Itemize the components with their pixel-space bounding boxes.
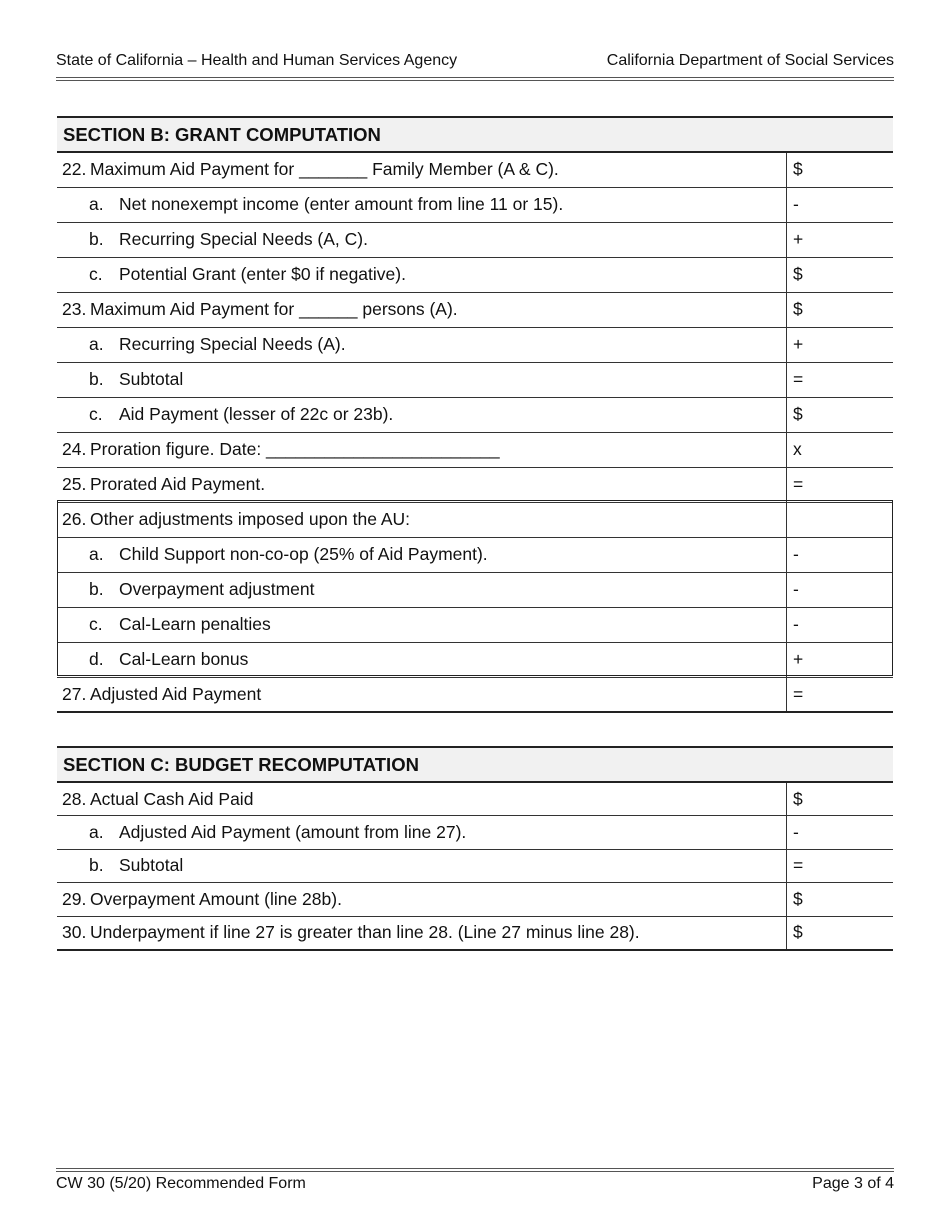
line-text: Potential Grant (enter $0 if negative).: [119, 264, 406, 284]
line-text: Adjusted Aid Payment: [90, 683, 262, 704]
amount-entry-cell[interactable]: [787, 642, 894, 677]
operator-symbol: $: [793, 264, 803, 284]
amount-entry-cell[interactable]: [787, 362, 894, 397]
line-description: [57, 152, 787, 187]
line-number: 26.: [62, 509, 87, 529]
line-text: Maximum Aid Payment for _______ Family Member (A & C).: [90, 159, 559, 180]
line-number: 22.: [62, 159, 87, 180]
line-description: [57, 502, 787, 537]
sub-line-letter: b.: [89, 579, 104, 599]
line-text: Overpayment Amount (line 28b).: [90, 888, 342, 909]
form-line-row: [57, 187, 893, 222]
amount-entry-cell[interactable]: [787, 187, 894, 222]
operator-symbol: $: [793, 404, 803, 424]
form-line-row: [57, 327, 893, 362]
operator-symbol: =: [793, 369, 804, 389]
form-line-row: [57, 292, 893, 327]
operator-symbol: +: [793, 334, 804, 354]
line-description: [57, 916, 787, 950]
amount-entry-cell[interactable]: [787, 607, 894, 642]
line-description: [57, 222, 787, 257]
operator-symbol: -: [793, 821, 799, 842]
page-footer: [56, 1175, 894, 1197]
form-line-row: [57, 607, 893, 642]
sub-line-letter: c.: [89, 264, 103, 284]
amount-entry-cell[interactable]: [787, 916, 894, 950]
amount-entry-cell[interactable]: [787, 537, 894, 572]
line-text: Underpayment if line 27 is greater than line 28. (Line 27 minus line 28).: [90, 922, 640, 942]
line-text: Child Support non-co-op (25% of Aid Payment).: [119, 544, 488, 564]
operator-symbol: -: [793, 544, 799, 564]
form-line-row: [57, 849, 893, 883]
sub-line-letter: b.: [89, 369, 104, 389]
operator-symbol: -: [793, 194, 799, 214]
section-c-title: SECTION C: BUDGET RECOMPUTATION: [57, 747, 893, 782]
line-text: Subtotal: [119, 369, 184, 389]
line-description: [57, 187, 787, 222]
line-text: Recurring Special Needs (A, C).: [119, 229, 368, 249]
sub-line-letter: c.: [89, 404, 103, 424]
section-c-title-row: [57, 747, 893, 782]
line-text: Recurring Special Needs (A).: [119, 334, 346, 354]
form-line-row: [57, 362, 893, 397]
section-b-title-row: [57, 117, 893, 152]
line-number: 24.: [62, 439, 87, 459]
operator-symbol: =: [793, 474, 804, 494]
section-c-table: [57, 746, 893, 951]
line-description: [57, 677, 787, 712]
sub-line-letter: b.: [89, 229, 104, 249]
page-number: Page 3 of 4: [812, 1175, 894, 1192]
line-number: 25.: [62, 474, 87, 494]
line-number: 30.: [62, 922, 87, 942]
operator-symbol: $: [793, 888, 803, 909]
line-description: [57, 883, 787, 917]
line-description: [57, 467, 787, 502]
line-text: Maximum Aid Payment for ______ persons (A).: [90, 299, 458, 319]
line-number: 28.: [62, 788, 87, 809]
operator-symbol: +: [793, 229, 804, 249]
header-rule: [56, 77, 894, 81]
line-description: [57, 327, 787, 362]
line-text: Overpayment adjustment: [119, 579, 315, 599]
line-description: [57, 397, 787, 432]
line-description: [57, 432, 787, 467]
amount-entry-cell[interactable]: [787, 572, 894, 607]
line-text: Aid Payment (lesser of 22c or 23b).: [119, 404, 394, 424]
amount-entry-cell[interactable]: [787, 397, 894, 432]
operator-symbol: -: [793, 579, 799, 599]
line-text: Cal-Learn penalties: [119, 614, 271, 634]
form-line-row: [57, 257, 893, 292]
operator-symbol: $: [793, 788, 803, 809]
line-description: [57, 782, 787, 816]
agency-name: State of California – Health and Human Services Agency: [56, 52, 458, 69]
line-text: Other adjustments imposed upon the AU:: [90, 509, 411, 529]
form-line-row: [57, 883, 893, 917]
form-line-row: [57, 782, 893, 816]
amount-entry-cell[interactable]: [787, 502, 894, 537]
line-text: Net nonexempt income (enter amount from line 11 or 15).: [119, 194, 564, 214]
form-line-row: [57, 677, 893, 712]
sub-line-letter: a.: [89, 334, 104, 354]
form-line-row: [57, 397, 893, 432]
line-description: [57, 642, 787, 677]
line-description: [57, 607, 787, 642]
sub-line-letter: c.: [89, 614, 103, 634]
department-name: California Department of Social Services: [606, 52, 894, 69]
operator-symbol: $: [793, 299, 803, 319]
form-line-row: [57, 467, 893, 502]
form-line-row: [57, 816, 893, 850]
page-header: [56, 52, 894, 74]
form-id: CW 30 (5/20) Recommended Form: [56, 1175, 306, 1192]
line-description: [57, 572, 787, 607]
form-line-row: [57, 432, 893, 467]
line-description: [57, 292, 787, 327]
sub-line-letter: a.: [89, 194, 104, 214]
line-description: [57, 816, 787, 850]
section-b-title: SECTION B: GRANT COMPUTATION: [57, 117, 893, 152]
amount-entry-cell[interactable]: [787, 849, 894, 883]
amount-entry-cell[interactable]: [787, 257, 894, 292]
form-line-row: [57, 502, 893, 537]
line-text: Adjusted Aid Payment (amount from line 27).: [119, 821, 467, 842]
line-text: Proration figure. Date: ________________________: [90, 439, 500, 459]
line-text: Subtotal: [119, 855, 184, 876]
line-text: Actual Cash Aid Paid: [90, 788, 254, 809]
line-text: Prorated Aid Payment.: [90, 474, 266, 494]
form-line-row: [57, 572, 893, 607]
form-line-row: [57, 916, 893, 950]
sub-line-letter: a.: [89, 821, 104, 842]
line-description: [57, 257, 787, 292]
sub-line-letter: a.: [89, 544, 104, 564]
amount-entry-cell[interactable]: [787, 467, 894, 502]
amount-entry-cell[interactable]: [787, 883, 894, 917]
form-line-row: [57, 537, 893, 572]
form-line-row: [57, 152, 893, 187]
amount-entry-cell[interactable]: [787, 816, 894, 850]
line-number: 23.: [62, 299, 87, 319]
amount-entry-cell[interactable]: [787, 432, 894, 467]
operator-symbol: =: [793, 683, 804, 704]
amount-entry-cell[interactable]: [787, 292, 894, 327]
amount-entry-cell[interactable]: [787, 677, 894, 712]
footer-rule: [56, 1168, 894, 1172]
line-description: [57, 537, 787, 572]
line-description: [57, 849, 787, 883]
operator-symbol: $: [793, 159, 803, 180]
form-line-row: [57, 642, 893, 677]
line-text: Cal-Learn bonus: [119, 649, 249, 669]
line-number: 27.: [62, 683, 87, 704]
operator-symbol: x: [793, 439, 802, 459]
amount-entry-cell[interactable]: [787, 152, 894, 187]
section-b-table: [57, 116, 893, 713]
operator-symbol: +: [793, 649, 804, 669]
sub-line-letter: d.: [89, 649, 104, 669]
sub-line-letter: b.: [89, 855, 104, 876]
line-number: 29.: [62, 888, 87, 909]
amount-entry-cell[interactable]: [787, 327, 894, 362]
operator-symbol: $: [793, 922, 803, 942]
operator-symbol: -: [793, 614, 799, 634]
line-description: [57, 362, 787, 397]
amount-entry-cell[interactable]: [787, 222, 894, 257]
form-line-row: [57, 222, 893, 257]
amount-entry-cell[interactable]: [787, 782, 894, 816]
operator-symbol: =: [793, 855, 804, 876]
